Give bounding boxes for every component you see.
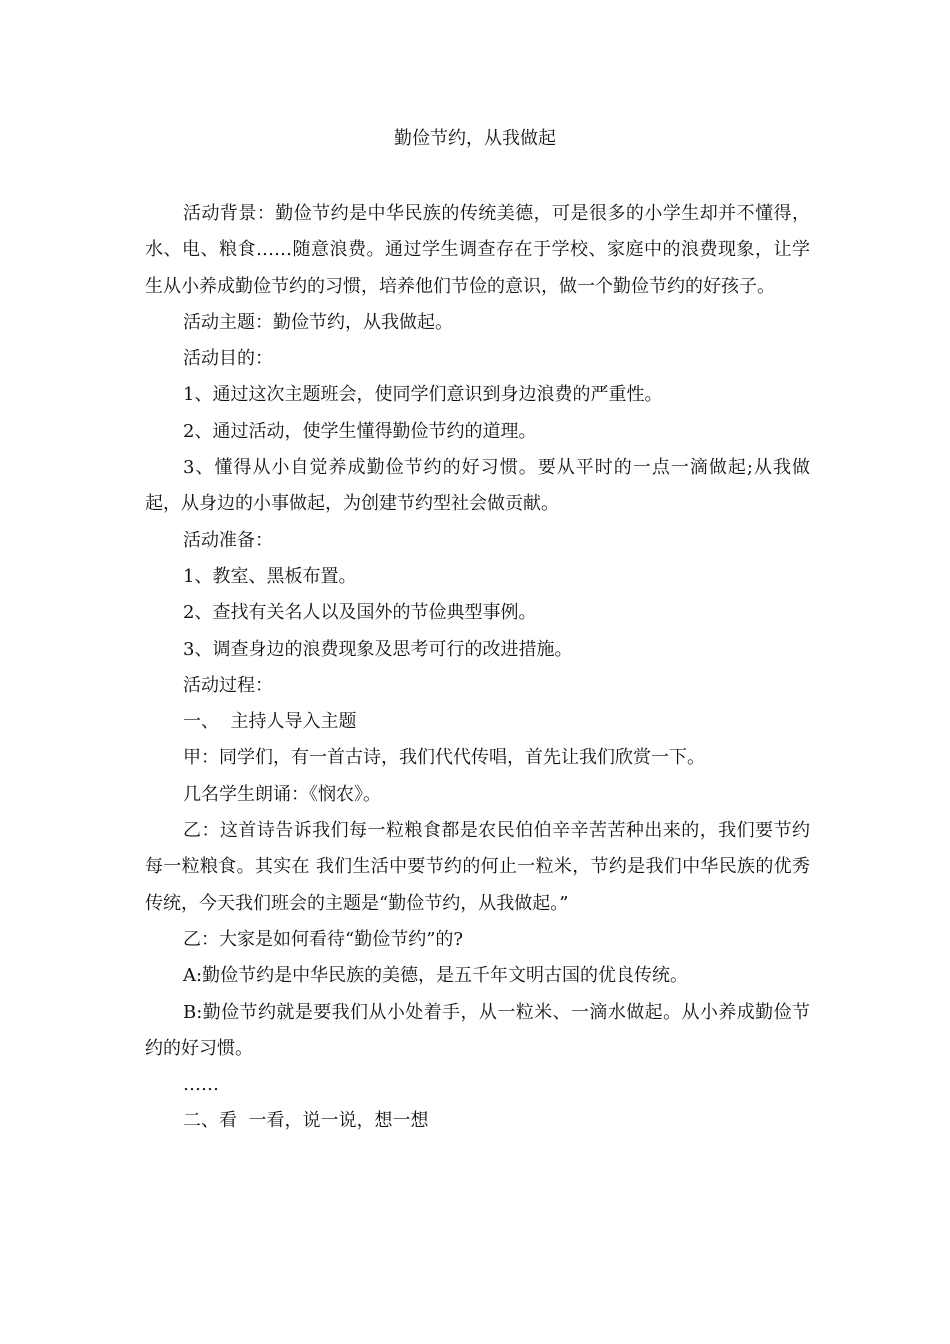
paragraph-yi-question: 乙：大家是如何看待“勤俭节约”的? xyxy=(183,928,464,950)
paragraph-section-1-heading: 一、 主持人导入主题 xyxy=(183,711,357,733)
paragraph-process-heading: 活动过程： xyxy=(183,674,273,696)
paragraph-purpose-3: 3、懂得从小自觉养成勤俭节约的好习惯。要从平时的一点一滴做起;从我做起，从身边的小事做起，为创建节约型社会做贡献。 xyxy=(145,457,810,515)
paragraph-jia-intro: 甲：同学们，有一首古诗，我们代代传唱，首先让我们欣赏一下。 xyxy=(183,747,705,769)
paragraph-section-2-heading: 二、看 一看，说一说，想一想 xyxy=(183,1110,429,1132)
paragraph-poem-recital: 几名学生朗诵：《悯农》。 xyxy=(183,783,381,805)
document-body xyxy=(145,196,810,1140)
paragraph-purpose-heading: 活动目的： xyxy=(183,348,273,370)
paragraph-purpose-1: 1、通过这次主题班会，使同学们意识到身边浪费的严重性。 xyxy=(183,384,663,406)
paragraph-background: 活动背景：勤俭节约是中华民族的传统美德，可是很多的小学生却并不懂得，水、电、粮食……随意浪费。通过学生调查存在于学校、家庭中的浪费现象，让学生从小养成勤俭节约的习惯，培养他们节俭的意识，做一个勤俭节约的好孩子。 xyxy=(145,203,810,297)
paragraph-purpose-2: 2、通过活动，使学生懂得勤俭节约的道理。 xyxy=(183,420,537,442)
paragraph-preparation-heading: 活动准备： xyxy=(183,529,273,551)
paragraph-answer-b: B:勤俭节约就是要我们从小处着手，从一粒米、一滴水做起。从小养成勤俭节约的好习惯。 xyxy=(145,1001,810,1059)
document-title: 勤俭节约，从我做起 xyxy=(394,128,556,149)
paragraph-preparation-3: 3、调查身边的浪费现象及思考可行的改进措施。 xyxy=(183,638,573,660)
paragraph-answer-a: A:勤俭节约是中华民族的美德，是五千年文明古国的优良传统。 xyxy=(183,965,689,987)
paragraph-ellipsis: …… xyxy=(183,1074,219,1096)
paragraph-yi-explain: 乙：这首诗告诉我们每一粒粮食都是农民伯伯辛辛苦苦种出来的，我们要节约每一粒粮食。其实在 我们生活中要节约的何止一粒米，节约是我们中华民族的优秀传统，今天我们班会的主题是“勤俭节约，从我做起。” xyxy=(145,820,810,914)
paragraph-theme: 活动主题：勤俭节约，从我做起。 xyxy=(183,311,453,333)
paragraph-preparation-1: 1、教室、黑板布置。 xyxy=(183,565,357,587)
paragraph-preparation-2: 2、查找有关名人以及国外的节俭典型事例。 xyxy=(183,602,537,624)
